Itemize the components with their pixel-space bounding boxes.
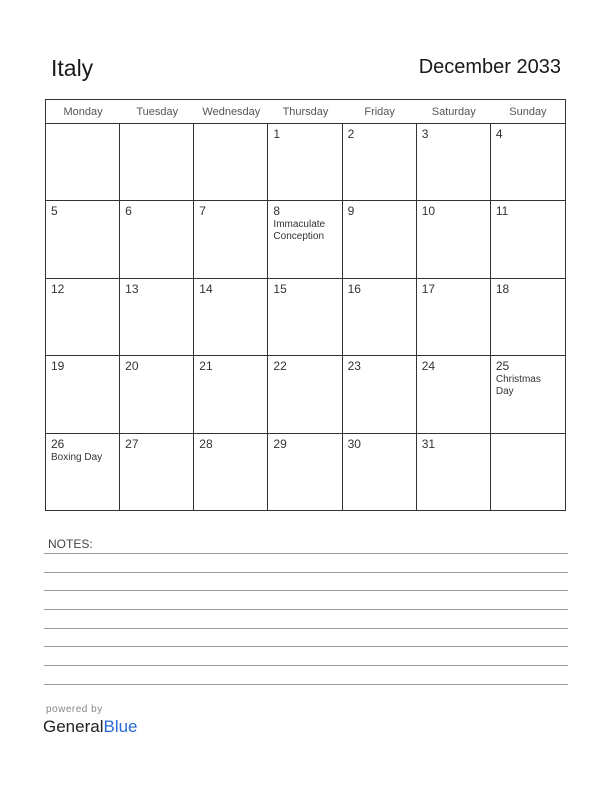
day-number: 12: [51, 281, 65, 296]
day-cell: [343, 279, 417, 356]
day-number: 5: [51, 204, 58, 219]
day-number: 11: [495, 204, 509, 219]
day-cell: [268, 434, 342, 511]
day-number: 26: [51, 436, 65, 451]
day-cell: [46, 434, 120, 511]
notes-line: [44, 646, 568, 647]
day-number: 31: [421, 436, 436, 451]
day-cell: [120, 356, 194, 433]
calendar-grid: [45, 99, 566, 511]
day-number: 15: [273, 281, 287, 296]
holiday-label: Boxing Day: [51, 451, 103, 463]
day-cell: [343, 124, 417, 201]
brand-blue-text: Blue: [103, 717, 138, 736]
weekday-label: Friday: [364, 106, 395, 118]
notes-line: [44, 553, 568, 554]
month-year-title: December 2033: [418, 56, 561, 78]
day-number: 20: [125, 359, 139, 374]
weekday-label: Tuesday: [136, 106, 179, 118]
notes-line: [44, 590, 568, 591]
day-number: 17: [421, 281, 436, 296]
notes-line: [44, 572, 568, 573]
day-cell: [120, 124, 194, 201]
brand-logo: [43, 717, 138, 737]
notes-line: [44, 609, 568, 610]
day-cell: [268, 124, 342, 201]
weekday-label: Saturday: [431, 106, 476, 118]
day-number: 16: [347, 281, 361, 296]
day-number: 19: [51, 359, 65, 374]
day-cell: [343, 434, 417, 511]
day-cell: [46, 201, 120, 278]
day-cell: [491, 124, 565, 201]
day-number: 30: [347, 436, 361, 451]
notes-line: [44, 684, 568, 685]
day-cell: [343, 356, 417, 433]
holiday-label: Christmas Day: [495, 374, 541, 398]
day-cell: [417, 434, 491, 511]
notes-label: NOTES:: [48, 537, 93, 551]
day-cell: [46, 279, 120, 356]
day-number: 24: [421, 359, 436, 374]
day-number: 28: [199, 436, 213, 451]
day-cell: [46, 356, 120, 433]
day-cell: [46, 124, 120, 201]
day-number: 18: [495, 281, 510, 296]
day-cell: [417, 356, 491, 433]
day-number: 4: [495, 127, 503, 141]
day-cell: [120, 279, 194, 356]
day-number: 22: [273, 359, 287, 374]
weekday-label: Monday: [63, 106, 103, 118]
day-cell: [417, 201, 491, 278]
day-cell: [194, 201, 268, 278]
day-cells: [46, 124, 565, 511]
day-cell: [417, 279, 491, 356]
day-cell: [491, 356, 565, 433]
day-cell: [120, 201, 194, 278]
day-cell: [491, 279, 565, 356]
country-title: Italy: [51, 55, 94, 81]
day-number: 14: [199, 281, 213, 296]
day-number: 13: [125, 281, 139, 296]
day-number: 21: [199, 359, 213, 374]
day-number: 9: [347, 204, 355, 219]
day-cell: [268, 356, 342, 433]
weekday-label: Wednesday: [202, 106, 261, 118]
day-number: 29: [273, 436, 287, 451]
day-number: 27: [125, 436, 139, 451]
weekday-label: Sunday: [509, 106, 547, 118]
day-number: 10: [421, 204, 436, 219]
day-number: 2: [347, 127, 355, 141]
day-number: 7: [199, 204, 206, 219]
day-cell: [491, 434, 565, 511]
brand-general-text: General: [43, 717, 104, 736]
weekday-label: Thursday: [282, 106, 329, 118]
weekday-header-row: [46, 100, 565, 124]
powered-by-text: powered by: [46, 704, 103, 715]
notes-line: [44, 665, 568, 666]
day-cell: [120, 434, 194, 511]
day-number: 3: [421, 127, 429, 141]
holiday-label: Immaculate Conception: [273, 219, 326, 243]
day-cell: [491, 201, 565, 278]
day-number: 6: [125, 204, 132, 219]
day-cell: [194, 356, 268, 433]
day-cell: [194, 124, 268, 201]
day-number: 25: [495, 359, 510, 374]
day-number: 1: [273, 127, 281, 141]
day-number: 23: [347, 359, 361, 374]
day-cell: [194, 434, 268, 511]
notes-line: [44, 628, 568, 629]
day-cell: [343, 201, 417, 278]
day-number: 8: [273, 204, 281, 219]
day-cell: [268, 201, 342, 278]
day-cell: [417, 124, 491, 201]
day-cell: [194, 279, 268, 356]
day-cell: [268, 279, 342, 356]
